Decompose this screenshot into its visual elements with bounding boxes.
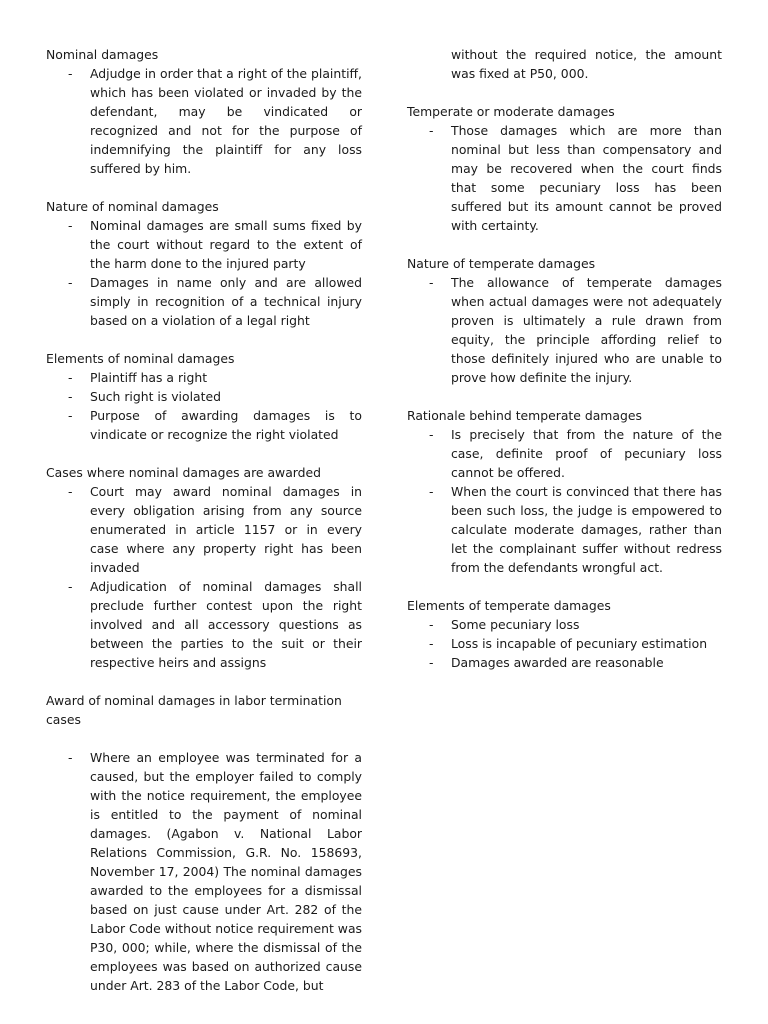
list-item-text: Damages awarded are reasonable — [451, 655, 664, 670]
list-item-text: Such right is violated — [90, 389, 221, 404]
section-rationale-temperate-damages — [407, 406, 722, 577]
bullet-dash: - — [68, 408, 73, 423]
section-heading: Temperate or moderate damages — [407, 104, 615, 119]
list-item — [46, 387, 362, 406]
list-item-text: Damages in name only and are allowed simply in recognition of a technical injury based on a violation of a legal right — [90, 275, 362, 328]
list-item — [407, 615, 722, 634]
section-labor-termination-cases — [46, 691, 362, 995]
section-temperate-damages — [407, 102, 722, 235]
list-item-text: Plaintiff has a right — [90, 370, 208, 385]
list-item-text: Adjudication of nominal damages shall preclude further contest upon the right involved and all accessory questions as between the parties to the suit or their respective heirs and assigns — [90, 579, 362, 670]
bullet-list — [407, 425, 722, 577]
section-heading: Elements of temperate damages — [407, 598, 611, 613]
list-item-text: Nominal damages are small sums fixed by the court without regard to the extent of the harm done to the injured party — [90, 218, 362, 271]
section-heading: Rationale behind temperate damages — [407, 408, 642, 423]
section-nature-of-temperate-damages — [407, 254, 722, 387]
section-cases-nominal-damages-awarded — [46, 463, 362, 672]
continued-text-block — [407, 45, 722, 83]
list-item-text: Some pecuniary loss — [451, 617, 580, 632]
list-item — [407, 425, 722, 482]
bullet-dash: - — [429, 275, 434, 290]
bullet-list — [46, 368, 362, 444]
section-heading: Nature of temperate damages — [407, 256, 596, 271]
list-item-text: Where an employee was terminated for a caused, but the employer failed to comply with the notice requirement, the employee is entitled to the payment of nominal damages. (Agabon v. National Labor Relations Commission, G.R. No. 158693, November 17, 2004) The nominal damages awarded to the employees for a dismissal based on just cause under Art. 282 of the Labor Code without notice requirement was P30, 000; while, where the dismissal of the employees was based on authorized cause under Art. 283 of the Labor Code, but — [90, 750, 362, 993]
bullet-dash: - — [429, 427, 434, 442]
section-nominal-damages — [46, 45, 362, 178]
list-item-text: When the court is convinced that there has been such loss, the judge is empowered to calculate moderate damages, rather than let the complainant suffer without redress from the defendants wrongful act. — [451, 484, 722, 575]
section-nature-of-nominal-damages — [46, 197, 362, 330]
bullet-list — [46, 64, 362, 178]
bullet-dash: - — [68, 389, 73, 404]
section-heading: Nominal damages — [46, 47, 159, 62]
section-heading: Elements of nominal damages — [46, 351, 235, 366]
bullet-dash: - — [429, 484, 434, 499]
bullet-dash: - — [429, 655, 434, 670]
list-item — [46, 406, 362, 444]
bullet-dash: - — [68, 484, 73, 499]
list-item — [407, 273, 722, 387]
bullet-dash: - — [68, 275, 73, 290]
list-item-text: Adjudge in order that a right of the plaintiff, which has been violated or invaded by the defendant, may be vindicated or recognized and not for the purpose of indemnifying the plaintiff for any loss suffered by him. — [90, 66, 362, 176]
bullet-list — [407, 273, 722, 387]
bullet-dash: - — [68, 370, 73, 385]
bullet-dash: - — [68, 218, 73, 233]
list-item-text: Court may award nominal damages in every obligation arising from any source enumerated in article 1157 or in every case where any property right has been invaded — [90, 484, 362, 575]
list-item-text: The allowance of temperate damages when actual damages were not adequately proven is ultimately a rule drawn from equity, the principle affording relief to those definitely injured who are unable to prove how definite the injury. — [451, 275, 722, 385]
list-item — [46, 216, 362, 273]
section-heading: Award of nominal damages in labor termination cases — [46, 693, 342, 727]
section-heading: Cases where nominal damages are awarded — [46, 465, 322, 480]
list-item-text: Those damages which are more than nominal but less than compensatory and may be recovered when the court finds that some pecuniary loss has been suffered but its amount cannot be proved with certainty. — [451, 123, 722, 233]
bullet-list — [407, 121, 722, 235]
bullet-dash: - — [68, 579, 73, 594]
list-item-text: Is precisely that from the nature of the case, definite proof of pecuniary loss cannot be offered. — [451, 427, 722, 480]
section-elements-of-temperate-damages — [407, 596, 722, 672]
list-item — [46, 482, 362, 577]
bullet-list — [407, 615, 722, 672]
left-column — [46, 45, 362, 1014]
bullet-dash: - — [429, 123, 434, 138]
continued-paragraph: without the required notice, the amount was fixed at P50, 000. — [451, 47, 722, 81]
list-item — [407, 634, 722, 653]
list-item-text: Purpose of awarding damages is to vindicate or recognize the right violated — [90, 408, 362, 442]
list-item — [46, 273, 362, 330]
list-item — [46, 64, 362, 178]
bullet-list — [46, 748, 362, 995]
bullet-dash: - — [429, 617, 434, 632]
bullet-dash: - — [68, 750, 73, 765]
bullet-dash: - — [429, 636, 434, 651]
section-elements-of-nominal-damages — [46, 349, 362, 444]
list-item — [46, 748, 362, 995]
list-item — [46, 577, 362, 672]
list-item — [46, 368, 362, 387]
list-item — [407, 121, 722, 235]
right-column — [407, 45, 722, 691]
bullet-list — [46, 482, 362, 672]
list-item — [407, 653, 722, 672]
section-heading: Nature of nominal damages — [46, 199, 219, 214]
list-item — [407, 482, 722, 577]
list-item-text: Loss is incapable of pecuniary estimation — [451, 636, 708, 651]
bullet-dash: - — [68, 66, 73, 81]
bullet-list — [46, 216, 362, 330]
